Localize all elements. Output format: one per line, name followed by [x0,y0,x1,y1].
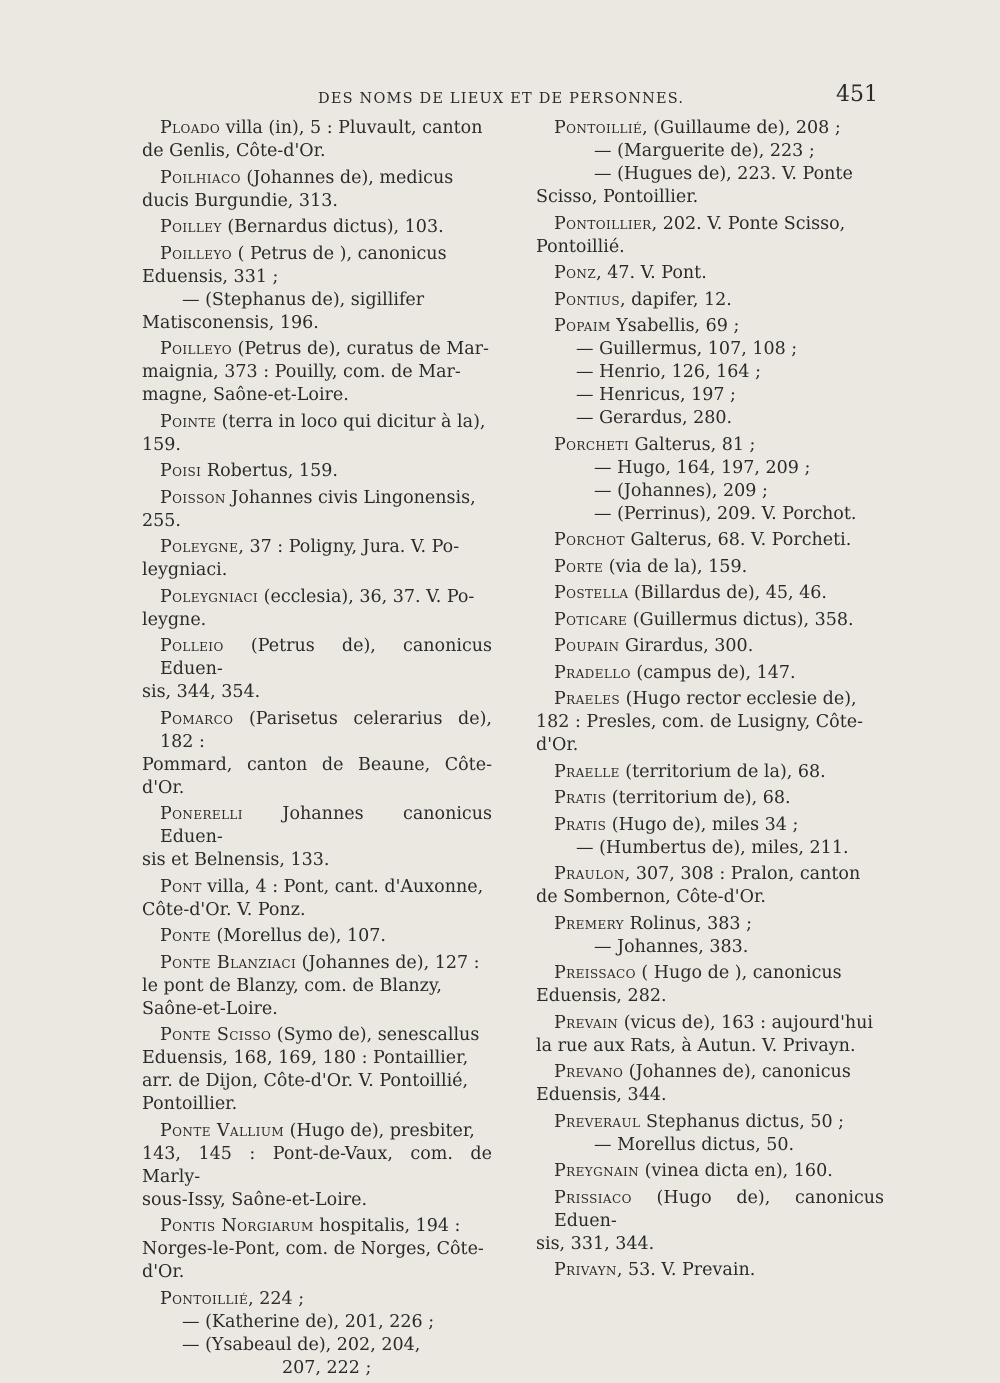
entry-text: (vicus de), 163 : aujourd'hui [618,1012,874,1033]
entry-first-line [536,662,884,685]
entry-headword: Pomarco [160,708,234,729]
entry-headword: Poilleyo [160,339,233,359]
entry-first-line [142,635,492,681]
entry-line: — (Humbertus de), miles, 211. [576,837,849,858]
entry-headword: Preygnain [554,1161,640,1181]
entry-line: — (Hugues de), 223. V. Ponte [594,164,853,184]
entry-headword: Preveraul [554,1111,641,1132]
entry-headword: Poilleyo [160,243,233,264]
index-entry [536,962,884,1008]
entry-first-line [142,216,492,239]
entry-first-line [536,213,884,236]
entry-line: Pontoillié. [536,236,625,257]
entry-first-line [536,117,884,140]
index-entry [142,1120,492,1212]
entry-text: (vinea dicta en), 160. [639,1161,833,1181]
entry-headword: Poleygne [160,537,239,557]
entry-text: Galterus, 68. V. Porcheti. [624,530,852,550]
entry-headword: Porchot [554,530,625,550]
entry-first-line [142,876,492,899]
entry-line: Scisso, Pontoillier. [536,187,699,207]
entry-first-line [142,1288,492,1311]
entry-line: 143, 145 : Pont-de-Vaux, com. de Marly- [142,1143,492,1187]
entry-first-line [536,556,884,579]
index-entry [142,487,492,533]
entry-first-line [142,708,492,754]
entry-text: , 37 : Poligny, Jura. V. Po- [238,537,460,557]
entry-first-line [142,1024,492,1047]
entry-headword: Pont [160,876,202,897]
entry-text: (Parisetus celerarius de), 182 : [160,708,492,752]
index-entry [142,338,492,407]
entry-headword: Ploado [160,118,221,138]
index-entry [536,117,884,209]
index-entry [142,460,492,483]
index-entry [142,586,492,632]
entry-text: , 53. V. Prevain. [616,1260,756,1280]
index-entry [536,688,884,757]
entry-headword: Pontoillier [554,213,652,234]
entry-first-line [536,262,884,285]
entry-line: Norges-le-Pont, com. de Norges, Côte- [142,1239,484,1259]
index-entry [142,167,492,213]
index-entry [536,863,884,909]
entry-headword: Popaim [554,316,611,336]
entry-text: (Johannes de), medicus [240,167,454,188]
entry-line: Eduensis, 344. [536,1085,667,1105]
entry-first-line [142,586,492,609]
entry-headword: Poisson [160,487,226,508]
entry-first-line [536,1061,884,1084]
index-entry [536,289,884,312]
entry-line: 159. [142,434,181,455]
index-entry [536,434,884,526]
entry-headword: Premery [554,913,625,934]
entry-line: sous-Issy, Saône-et-Loire. [142,1189,368,1210]
entry-line: de Genlis, Côte-d'Or. [142,141,326,161]
entry-text: , (Guillaume de), 208 ; [642,118,841,138]
entry-headword: Pontius [554,289,620,310]
entry-text: (Johannes de), 127 : [296,952,480,973]
index-entry [536,213,884,259]
index-entry [536,315,884,430]
index-entry [536,1160,884,1183]
entry-headword: Poilley [160,217,222,237]
entry-first-line [142,487,492,510]
entry-text: (Johannes de), canonicus [623,1062,851,1082]
entry-text: Robertus, 159. [201,461,338,481]
entry-text: (Petrus de), canonicus Eduen- [160,636,492,679]
entry-line: ducis Burgundie, 313. [142,190,338,211]
running-title: DES NOMS DE LIEUX ET DE PERSONNES. [318,91,685,107]
entry-line: Eduensis, 168, 169, 180 : Pontaillier, [142,1048,469,1068]
entry-headword: Ponte Scisso [160,1025,272,1045]
entry-text: (via de la), 159. [603,556,748,577]
index-entry [142,411,492,457]
entry-line: — Guillermus, 107, 108 ; [576,339,798,359]
entry-headword: Ponte Blanziaci [160,952,297,973]
entry-line: — Henricus, 197 ; [576,385,736,405]
entry-headword: Porte [554,556,604,577]
entry-line: la rue aux Rats, à Autun. V. Privayn. [536,1035,856,1056]
entry-text: hospitalis, 194 : [313,1216,461,1236]
entry-line: — Henrio, 126, 164 ; [576,362,761,382]
entry-headword: Pointe [160,411,217,432]
entry-line: magne, Saône-et-Loire. [142,385,349,405]
entry-line: sis, 331, 344. [536,1233,655,1254]
entry-headword: Ponerelli [160,804,243,824]
entry-text: (Bernardus dictus), 103. [221,217,444,237]
index-entry [142,1288,492,1380]
entry-line: Saône-et-Loire. [142,998,278,1019]
entry-first-line [536,1187,884,1233]
entry-first-line [142,803,492,849]
entry-headword: Porcheti [554,434,629,455]
entry-text: (Hugo rector ecclesie de), [620,689,857,709]
index-entry [536,582,884,605]
entry-first-line [536,582,884,605]
entry-text: , dapifer, 12. [620,289,732,310]
index-entry [536,913,884,959]
index-entry [536,529,884,552]
entry-first-line [536,863,884,886]
entry-text: Johannes civis Lingonensis, [225,487,476,508]
entry-headword: Pontoillié [554,118,643,138]
entry-headword: Poleygniaci [160,586,259,607]
entry-text: (territorium de la), 68. [619,761,826,782]
entry-first-line [536,787,884,810]
entry-text: (Hugo de), presbiter, [284,1120,475,1141]
entry-text: Galterus, 81 ; [629,434,756,455]
entry-text: (Morellus de), 107. [210,926,386,946]
entry-line: Eduensis, 282. [536,986,667,1006]
entry-first-line [142,243,492,266]
entry-line: Côte-d'Or. V. Ponz. [142,899,306,920]
entry-headword: Poupain [554,636,620,656]
entry-line: le pont de Blanzy, com. de Blanzy, [142,975,442,996]
entry-first-line [142,460,492,483]
entry-headword: Pratis [554,788,607,808]
entry-text: (terra in loco qui dicitur à la), [216,411,486,432]
index-column-right [536,117,884,1286]
entry-first-line [142,952,492,975]
entry-text: (Hugo de), canonicus Eduen- [554,1187,884,1231]
entry-first-line [536,315,884,338]
index-entry [536,1061,884,1107]
entry-line: leygne. [142,609,207,630]
entry-text: , 307, 308 : Pralon, canton [624,864,861,884]
index-entry [536,814,884,860]
index-entry [536,1187,884,1256]
entry-headword: Praulon [554,864,625,884]
entry-text: ( Petrus de ), canonicus [232,243,447,264]
running-header [318,82,878,112]
entry-first-line [142,536,492,559]
entry-first-line [142,411,492,434]
index-entry [536,1111,884,1157]
entry-line: — (Perrinus), 209. V. Porchot. [594,503,857,524]
entry-headword: Prevain [554,1012,619,1033]
index-column-left [142,117,492,1383]
entry-first-line [536,1012,884,1035]
entry-first-line [536,529,884,552]
entry-text: Stephanus dictus, 50 ; [640,1111,845,1132]
entry-headword: Prissiaco [554,1187,632,1208]
entry-line: — Gerardus, 280. [576,408,733,428]
entry-line: d'Or. [536,735,579,755]
index-entry [142,708,492,800]
entry-line: — (Marguerite de), 223 ; [594,141,815,161]
entry-text: Ysabellis, 69 ; [610,316,740,336]
entry-first-line [142,117,492,140]
entry-line: leygniaci. [142,560,228,580]
entry-text: villa (in), 5 : Pluvault, canton [220,118,483,138]
entry-first-line [536,688,884,711]
entry-text: Rolinus, 383 ; [624,913,752,934]
entry-first-line [536,289,884,312]
entry-first-line [536,761,884,784]
entry-first-line [536,814,884,837]
entry-headword: Ponte [160,926,211,946]
entry-headword: Praeles [554,689,620,709]
entry-line: — Johannes, 383. [594,936,749,957]
index-entry [142,117,492,163]
entry-line: sis, 344, 354. [142,682,261,702]
index-entry [142,925,492,948]
entry-line: — (Ysabeaul de), 202, 204, [182,1334,421,1355]
entry-text: (Symo de), senescallus [271,1025,480,1045]
entry-headword: Poticare [554,609,628,630]
entry-headword: Pontoillié [160,1288,249,1309]
index-entry [536,609,884,632]
entry-text: , 224 ; [248,1288,305,1309]
entry-line: 182 : Presles, com. de Lusigny, Côte- [536,712,863,732]
index-entry [142,952,492,1021]
entry-line: — Morellus dictus, 50. [594,1134,795,1155]
entry-text: , 202. V. Ponte Scisso, [651,213,846,234]
entry-first-line [536,1111,884,1134]
entry-first-line [142,1215,492,1238]
entry-text: (territorium de), 68. [606,788,791,808]
index-entry [536,1012,884,1058]
entry-headword: Privayn [554,1260,617,1280]
entry-line: maignia, 373 : Pouilly, com. de Mar- [142,362,461,382]
entry-first-line [536,434,884,457]
index-entry [142,243,492,335]
entry-text: (campus de), 147. [630,662,796,683]
entry-text: (Billardus de), 45, 46. [628,583,827,603]
entry-headword: Postella [554,583,629,603]
entry-first-line [536,962,884,985]
index-entry [142,876,492,922]
index-entry [142,803,492,872]
entry-line: 255. [142,510,181,531]
entry-headword: Poilhiaco [160,167,241,188]
entry-text: Johannes canonicus Eduen- [160,804,492,847]
entry-first-line [536,1160,884,1183]
entry-line: de Sombernon, Côte-d'Or. [536,887,766,907]
entry-first-line [536,609,884,632]
index-entry [142,635,492,704]
entry-line: Eduensis, 331 ; [142,266,279,287]
index-entry [536,262,884,285]
entry-headword: Pratis [554,814,607,835]
entry-line: 207, 222 ; [282,1357,372,1378]
entry-headword: Polleio [160,636,224,656]
entry-first-line [142,338,492,361]
entry-headword: Poisi [160,461,202,481]
entry-line: arr. de Dijon, Côte-d'Or. V. Pontoillié, [142,1071,469,1091]
entry-text: villa, 4 : Pont, cant. d'Auxonne, [201,876,484,897]
index-entry [142,1215,492,1284]
entry-line: Matisconensis, 196. [142,312,319,333]
entry-line: Pommard, canton de Beaune, Côte-d'Or. [142,754,492,798]
entry-first-line [142,167,492,190]
index-entry [536,635,884,658]
entry-line: sis et Belnensis, 133. [142,850,330,870]
index-entry [142,216,492,239]
index-entry [536,1259,884,1282]
entry-text: , 47. V. Pont. [596,263,707,283]
entry-headword: Pradello [554,662,631,683]
index-entry [142,536,492,582]
index-entry [536,787,884,810]
entry-line: Pontoillier. [142,1094,238,1114]
index-entry [536,662,884,685]
entry-first-line [142,1120,492,1143]
entry-first-line [536,913,884,936]
entry-headword: Ponz [554,263,597,283]
entry-first-line [142,925,492,948]
entry-text: (Guillermus dictus), 358. [627,609,854,630]
entry-headword: Ponte Vallium [160,1120,285,1141]
entry-text: (Hugo de), miles 34 ; [606,814,799,835]
index-entry [536,556,884,579]
entry-headword: Preissaco [554,963,636,983]
entry-headword: Pontis Norgiarum [160,1216,314,1236]
entry-line: d'Or. [142,1262,185,1282]
entry-line: — (Johannes), 209 ; [594,480,768,501]
entry-text: (ecclesia), 36, 37. V. Po- [258,586,475,607]
entry-first-line [536,635,884,658]
entry-line: — (Stephanus de), sigillifer [182,289,425,310]
index-entry [142,1024,492,1116]
index-entry [536,761,884,784]
entry-headword: Prevano [554,1062,624,1082]
entry-headword: Praelle [554,761,620,782]
entry-first-line [536,1259,884,1282]
entry-text: ( Hugo de ), canonicus [635,963,842,983]
entry-line: — (Katherine de), 201, 226 ; [182,1311,435,1332]
entry-line: — Hugo, 164, 197, 209 ; [594,457,811,478]
page-number: 451 [836,82,878,107]
entry-text: Girardus, 300. [619,636,754,656]
entry-text: (Petrus de), curatus de Mar- [232,339,489,359]
